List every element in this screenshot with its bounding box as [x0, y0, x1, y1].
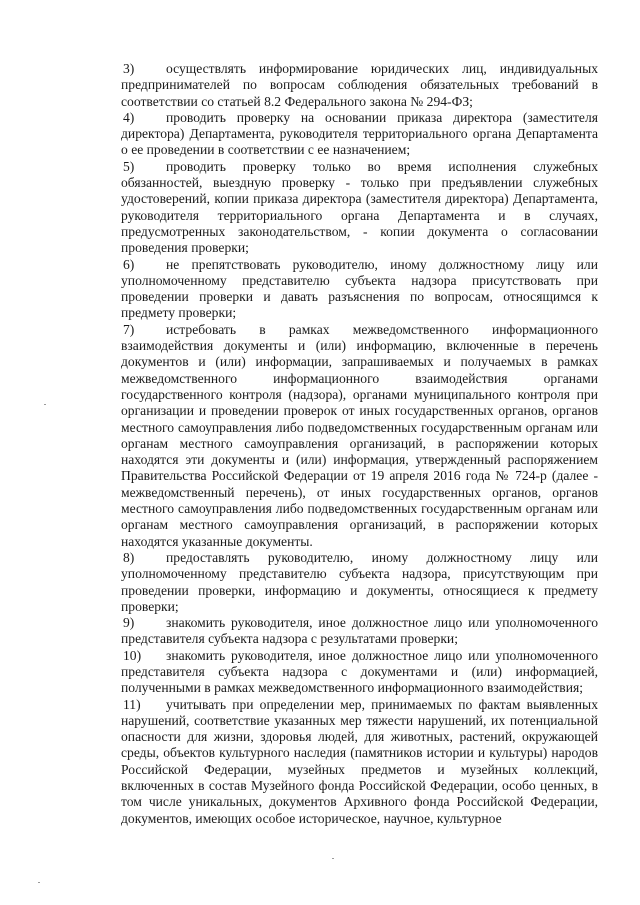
list-item-number: 8)	[123, 549, 135, 565]
list-item-number: 11)	[123, 696, 141, 712]
list-item-text: проводить проверку на основании приказа директора (заместителя директора) Департамента, руководителя территориального органа Департамента о ее проведении в соответствии с ее назначением;	[121, 109, 598, 158]
list-item-6	[121, 257, 598, 322]
list-item-text: истребовать в рамках межведомственного информационного взаимодействия документы и (или) информацию, включенные в перечень документов и (или) информации, запрашиваемых и получаемых в рамках межведомственного информационного взаимодействия органами государственного контроля (надзора), органами муниципального контроля при организации и проведении проверок от иных государственных органов, органов местного самоуправления либо подведомственных государственным органам или органам местного самоуправления организаций, в распоряжении которых находятся эти документы и (или) информация, утвержденный распоряжением Правительства Российской Федерации от 19 апреля 2016 года № 724-р (далее - межведомственный перечень), от иных государственных органов, органов местного самоуправления либо подведомственных государственным органам или органам местного самоуправления организаций, в распоряжении которых находятся указанные документы.	[121, 321, 598, 549]
list-item-text: знакомить руководителя, иное должностное лицо или уполномоченного представителя субъекта надзора с документами и (или) информацией, полученными в рамках межведомственного информационного взаимодействия;	[121, 647, 598, 696]
list-item-text: осуществлять информирование юридических лиц, индивидуальных предпринимателей по вопросам соблюдения обязательных требований в соответствии со статьей 8.2 Федерального закона № 294-ФЗ;	[121, 61, 598, 109]
list-item-text: проводить проверку только во время исполнения служебных обязанностей, выездную проверку - только при предъявлении служебных удостоверений, копии приказа директора (заместителя директора) Департамента, руководителя территориального органа Департамента и в случаях, предусмотренных законодательством, - копии документа о согласовании проведения проверки;	[121, 158, 598, 256]
scan-speck	[38, 882, 40, 883]
list-item-number: 6)	[123, 256, 135, 272]
list-item-number: 10)	[123, 647, 142, 663]
document-body	[121, 61, 598, 827]
list-item-10	[121, 648, 598, 697]
list-item-number: 7)	[123, 321, 135, 337]
list-item-5	[121, 159, 598, 257]
list-item-text: предоставлять руководителю, иному должностному лицу или уполномоченному представителю субъекта надзора, присутствующим при проведении проверки, информацию и документы, относящиеся к предмету проверки;	[121, 549, 598, 614]
list-item-8	[121, 550, 598, 615]
list-item-number: 5)	[123, 158, 135, 174]
list-item-text: не препятствовать руководителю, иному должностному лицу или уполномоченному представителю субъекта надзора присутствовать при проведении проверки и давать разъяснения по вопросам, относящимся к предмету проверки;	[121, 256, 598, 321]
list-item-11	[121, 697, 598, 827]
list-item-3	[121, 61, 598, 110]
list-item-7	[121, 322, 598, 550]
list-item-4	[121, 110, 598, 159]
scan-speck	[44, 404, 46, 405]
list-item-number: 4)	[123, 109, 135, 125]
list-item-text: учитывать при определении мер, принимаемых по фактам выявленных нарушений, соответствие указанных мер тяжести нарушений, их потенциальной опасности для жизни, здоровья людей, для животных, растений, окружающей среды, объектов культурного наследия (памятников истории и культуры) народов Российской Федерации, музейных предметов и музейных коллекций, включенных в состав Музейного фонда Российской Федерации, особо ценных, в том числе уникальных, документов Архивного фонда Российской Федерации, документов, имеющих особое историческое, научное, культурное	[121, 696, 598, 826]
list-item-number: 3)	[123, 61, 135, 76]
list-item-number: 9)	[123, 615, 135, 631]
scan-speck	[332, 858, 334, 859]
list-item-9	[121, 615, 598, 648]
list-item-text: знакомить руководителя, иное должностное лицо или уполномоченного представителя субъекта надзора с результатами проверки;	[121, 615, 598, 647]
